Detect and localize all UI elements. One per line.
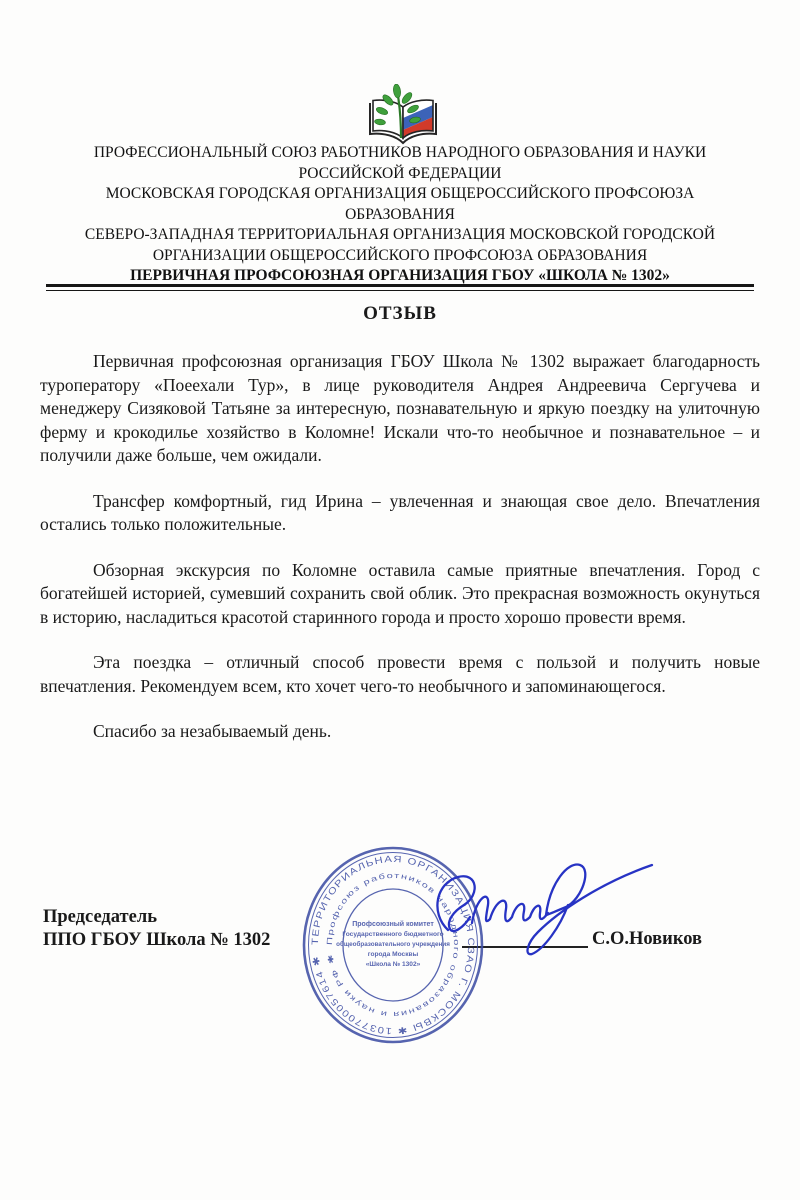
separator-rule [46,284,754,293]
org-name-line: ПРОФЕССИОНАЛЬНЫЙ СОЮЗ РАБОТНИКОВ НАРОДНОГО ОБРАЗОВАНИЯ И НАУКИ [93,144,707,161]
stamp-inner-ring-text: Профсоюз работников народного образования и науки РФ ✱ [324,870,462,1020]
letterhead [40,143,760,287]
letter-body [40,350,760,766]
stamp-outer-ring-text: ТЕРРИТОРИАЛЬНАЯ ОРГАНИЗАЦИЯ СЗАО Г. МОСКВЫ ✱ 1037700057614 ✱ [309,853,477,1037]
svg-text:города Москвы: города Москвы [367,951,419,958]
org-name-line: СЕВЕРО-ЗАПАДНАЯ ТЕРРИТОРИАЛЬНАЯ ОРГАНИЗАЦИЯ МОСКОВСКОЙ ГОРОДСКОЙ [84,226,716,243]
org-name-line: ОРГАНИЗАЦИИ ОБЩЕРОССИЙСКОГО ПРОФСОЮЗА ОБРАЗОВАНИЯ [152,246,648,264]
primary-org-line: ПЕРВИЧНАЯ ПРОФСОЮЗНАЯ ОРГАНИЗАЦИЯ ГБОУ «ШКОЛА № 1302» [130,267,670,284]
org-name-line: РОССИЙСКОЙ ФЕДЕРАЦИИ [298,164,502,182]
signer-organization: ППО ГБОУ Школа № 1302 [43,930,271,950]
review-paragraph-2: Трансфер комфортный, гид Ирина – увлеченная и знающая свое дело. Впечатления остались только положительные. [40,490,760,534]
org-name-line: МОСКОВСКАЯ ГОРОДСКАЯ ОРГАНИЗАЦИЯ ОБЩЕРОССИЙСКОГО ПРОФСОЮЗА [105,185,695,202]
svg-text:общеобразовательного учреждени: общеобразовательного учреждения [336,941,450,948]
handwritten-signature [420,855,660,977]
document-title: ОТЗЫВ [363,303,437,324]
review-paragraph-5: Спасибо за незабываемый день. [93,721,332,741]
svg-text:Профсоюзный комитет: Профсоюзный комитет [352,921,434,928]
signer-name: С.О.Новиков [592,929,703,949]
svg-text:«Школа № 1302»: «Школа № 1302» [365,961,421,968]
union-logo-icon [363,84,443,148]
review-paragraph-4: Эта поездка – отличный способ провести время с пользой и получить новые впечатления. Рекомендуем всем, кто хочет чего-то необычного и запоминающегося. [40,652,760,696]
org-name-line: ОБРАЗОВАНИЯ [345,205,455,223]
review-paragraph-3: Обзорная экскурсия по Коломне оставила самые приятные впечатления. Город с богатейшей историей, сумевший сохранить свой облик. Это прекрасная возможность окунуться в историю, насладиться красотой старинного города и просто хорошо провести время. [40,559,760,627]
signer-position: Председатель [43,907,157,927]
svg-text:Государственного бюджетного: Государственного бюджетного [342,931,444,938]
review-paragraph-1: Первичная профсоюзная организация ГБОУ Школа № 1302 выражает благодарность туроператору «Поеехали Тур», в лице руководителя Андрея Андреевича Сергучева и менеджеру Сизяковой Татьяне за интересную, познавательную и яркую поездку на улиточную ферму и крокодилье хозяйство в Коломне! Искали что-то необычное и познавательное – и получили даже больше, чем ожидали. [40,351,760,465]
